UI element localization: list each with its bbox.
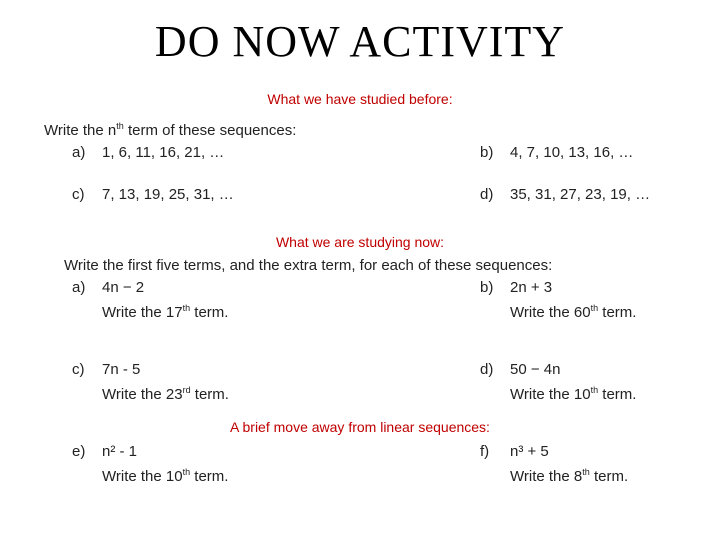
section-heading-before: What we have studied before: (267, 91, 453, 107)
question-d-before: d) 35, 31, 27, 23, 19, … (480, 186, 651, 203)
question-b-now: b) 2n + 3 Write the 60th term. (480, 279, 637, 321)
section-intro-before: Write the $n^{th}$ term of these sequences: (44, 121, 297, 139)
question-c-now: c) 7n - 5 Write the 23rd term. (72, 361, 229, 403)
question-a-now: a) 4n − 2 Write the 17th term. (72, 279, 229, 321)
section-intro-now: Write the first five terms, and the extra term, for each of these sequences: (64, 257, 553, 274)
question-c-before: c) 7, 13, 19, 25, 31, … (72, 186, 234, 203)
section-heading-now: What we are studying now: (275, 234, 445, 250)
page-title: DO NOW ACTIVITY (154, 17, 566, 66)
question-b-before: b) 4, 7, 10, 13, 16, … (480, 144, 634, 161)
question-e-nonlinear: e) n² - 1 Write the 10th term. (72, 443, 229, 485)
question-a-before: a) 1, 6, 11, 16, 21, … (72, 144, 225, 161)
question-f-nonlinear: f) n³ + 5 Write the 8th term. (480, 443, 629, 485)
question-d-now: d) 50 − 4n Write the 10th term. (480, 361, 637, 403)
section-heading-nonlinear: A brief move away from linear sequences: (230, 419, 490, 435)
